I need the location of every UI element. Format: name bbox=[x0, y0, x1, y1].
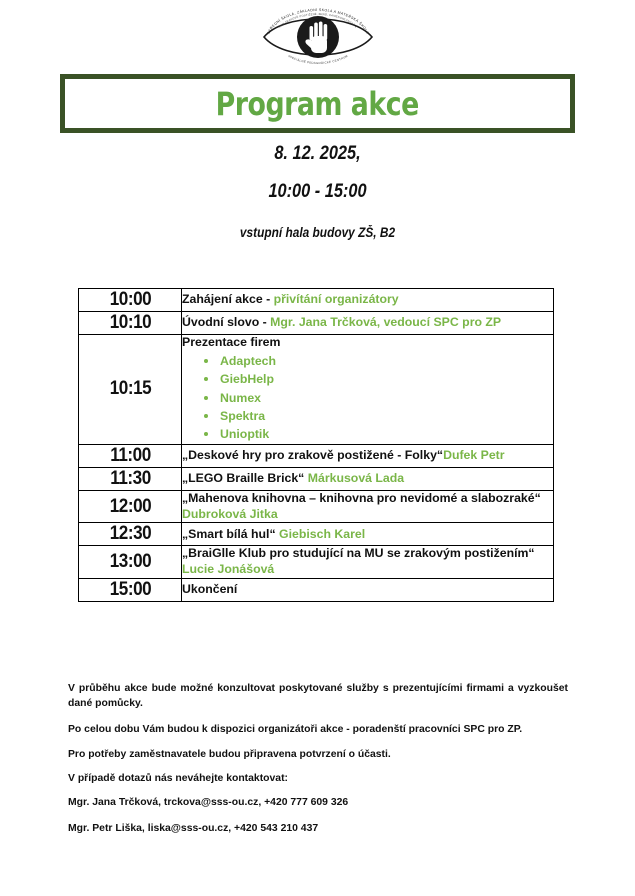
logo-container bbox=[0, 4, 635, 70]
company-list bbox=[182, 352, 553, 444]
schedule-time: 12:30 bbox=[84, 523, 177, 546]
schedule-time: 10:10 bbox=[84, 312, 177, 335]
schedule-description bbox=[182, 546, 554, 578]
company-list-item: Numex bbox=[204, 389, 553, 407]
company-list-item: Spektra bbox=[204, 407, 553, 425]
event-place: vstupní hala budovy ZŠ, B2 bbox=[239, 225, 396, 240]
schedule-description-title: Úvodní slovo - bbox=[182, 315, 271, 330]
note-consult: V průběhu akce bude možné konzultovat poskytované služby s prezentujícími firmami a vyzkoušet dané pomůcky. bbox=[68, 683, 568, 709]
schedule-description-presenter: přivítání organizátory bbox=[273, 292, 399, 307]
company-list-item: Adaptech bbox=[204, 352, 553, 370]
schedule-description-title: „LEGO Braille Brick“ bbox=[182, 471, 308, 486]
event-details bbox=[0, 143, 635, 240]
note-contact-intro: V případě dotazů nás neváhejte kontaktovat: bbox=[68, 773, 288, 785]
schedule-time: 10:15 bbox=[84, 335, 177, 445]
schedule-description bbox=[182, 289, 554, 312]
schedule-description-presenter: Dufek Petr bbox=[443, 448, 505, 463]
event-date: 8. 12. 2025, bbox=[274, 143, 361, 164]
contact-line-1: Mgr. Jana Trčková, trckova@sss-ou.cz, +420 777 609 326 bbox=[68, 796, 349, 808]
schedule-time: 11:00 bbox=[84, 444, 177, 467]
schedule-description bbox=[182, 335, 554, 445]
schedule-row bbox=[79, 523, 554, 546]
schedule-description-presenter: Márkusová Lada bbox=[307, 471, 405, 486]
schedule-description bbox=[182, 490, 554, 522]
schedule-description-title: „Deskové hry pro zrakově postižené - Folky“ bbox=[182, 448, 444, 463]
title-banner bbox=[60, 74, 575, 133]
schedule-description bbox=[182, 444, 554, 467]
logo-ring-text-bottom: SPECIÁLNĚ PEDAGOGICKÉ CENTRUM bbox=[286, 53, 349, 66]
title-banner-inner bbox=[64, 78, 571, 129]
schedule-row bbox=[79, 444, 554, 467]
schedule-time: 11:30 bbox=[84, 467, 177, 490]
schedule-description-title: Zahájení akce - bbox=[182, 292, 274, 307]
logo-ring-text-top: STŘEDNÍ ŠKOLA, ZÁKLADNÍ ŠKOLA A MATEŘSKÁ ŠKOLA bbox=[265, 7, 370, 35]
schedule-row bbox=[79, 289, 554, 312]
schedule-description bbox=[182, 578, 554, 601]
schedule-description-title: „Smart bílá hul“ bbox=[182, 526, 280, 541]
event-time-range: 10:00 - 15:00 bbox=[268, 181, 367, 202]
logo-ring-text-mid: PRO ZRAKOVĚ POSTIŽENÉ, BRNO, KAMENOMLÝNSKÁ 2 bbox=[278, 12, 357, 29]
schedule-time: 12:00 bbox=[84, 490, 177, 522]
schedule-description bbox=[182, 523, 554, 546]
schedule-description bbox=[182, 467, 554, 490]
schedule-time: 15:00 bbox=[84, 578, 177, 601]
schedule-description-presenter: Mgr. Jana Trčková, vedoucí SPC pro ZP bbox=[270, 315, 502, 330]
schedule-description-title: Prezentace firem bbox=[182, 335, 281, 349]
contact-line-2: Mgr. Petr Liška, liska@sss-ou.cz, +420 543 210 437 bbox=[68, 822, 319, 834]
page-title: Program akce bbox=[215, 84, 420, 123]
schedule-body bbox=[79, 289, 554, 602]
schedule-description-title: Ukončení bbox=[182, 581, 238, 596]
schedule-description-presenter: Lucie Jonášová bbox=[182, 562, 275, 577]
schedule-time: 13:00 bbox=[84, 546, 177, 578]
company-list-item: GiebHelp bbox=[204, 370, 553, 388]
schedule-row bbox=[79, 467, 554, 490]
company-list-item: Unioptik bbox=[204, 425, 553, 443]
note-organizers: Po celou dobu Vám budou k dispozici organizátoři akce - poradenští pracovníci SPC pro ZP. bbox=[68, 723, 523, 735]
note-confirmation: Pro potřeby zaměstnavatele budou připravena potvrzení o účasti. bbox=[68, 749, 391, 761]
schedule-description-title: „Mahenova knihovna – knihovna pro nevidomé a slabozraké“ bbox=[182, 490, 541, 505]
schedule-row bbox=[79, 312, 554, 335]
schedule-row bbox=[79, 578, 554, 601]
schedule-row bbox=[79, 546, 554, 578]
schedule-row bbox=[79, 335, 554, 445]
schedule-row bbox=[79, 490, 554, 522]
school-logo-icon bbox=[254, 5, 382, 69]
schedule-description-title: „BraiGlle Klub pro studující na MU se zrakovým postižením“ bbox=[182, 546, 535, 561]
schedule-description bbox=[182, 312, 554, 335]
schedule-time: 10:00 bbox=[84, 289, 177, 312]
schedule-description-presenter: Giebisch Karel bbox=[279, 526, 366, 541]
schedule-description-presenter: Dubroková Jitka bbox=[182, 506, 278, 521]
schedule-table bbox=[78, 288, 554, 602]
footer-notes bbox=[68, 682, 568, 847]
